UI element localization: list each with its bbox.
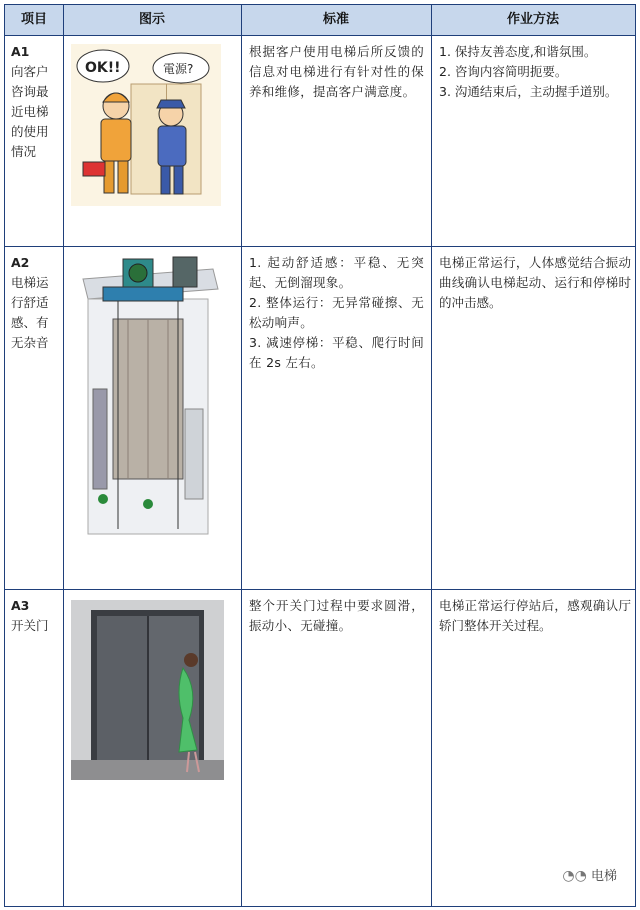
speech-ok: OK!!	[85, 60, 121, 76]
elevator-door-photo	[71, 600, 224, 780]
header-item: 项目	[20, 12, 47, 27]
wechat-icon: ◔◔	[562, 868, 587, 884]
item-id: A3	[11, 598, 30, 613]
table-row	[5, 247, 635, 589]
item-id: A2	[11, 255, 30, 270]
header-method: 作业方法	[506, 12, 559, 27]
method-cell: 电梯正常运行停站后，感观确认厅轿门整体开关过程。	[439, 598, 631, 633]
method-cell: 电梯正常运行，人体感觉结合振动曲线确认电梯起动、运行和停梯时的冲击感。	[439, 255, 631, 310]
method-item: 1. 保持友善态度,和谐氛围。	[439, 44, 597, 59]
header-standard: 标准	[322, 12, 349, 27]
item-cell	[11, 42, 59, 162]
item-id: A1	[11, 44, 30, 59]
method-item: 3. 沟通结束后，主动握手道别。	[439, 84, 618, 99]
standard-cell: 整个开关门过程中要求圆滑，振动小、无碰撞。	[249, 598, 424, 633]
item-cell	[11, 253, 59, 353]
method-cell	[439, 42, 631, 102]
standard-cell: 根据客户使用电梯后所反馈的信息对电梯进行有针对性的保养和维修，提高客户满意度。	[249, 44, 424, 99]
service-staff-illustration	[71, 44, 221, 206]
method-item: 2. 咨询内容简明扼要。	[439, 64, 568, 79]
item-title: 电梯运行舒适感、有无杂音	[11, 275, 49, 350]
speech-question: 電源?	[163, 62, 194, 76]
item-title: 开关门	[11, 618, 49, 633]
item-cell	[11, 596, 59, 636]
standard-item: 3. 减速停梯：平稳、爬行时间在 2s 左右。	[249, 335, 424, 370]
table-row	[5, 36, 635, 246]
inspection-table	[4, 4, 636, 907]
header-illustration: 图示	[138, 12, 165, 27]
item-title: 向客户咨询最近电梯的使用情况	[11, 64, 49, 159]
table-row	[5, 590, 635, 906]
elevator-shaft-illustration	[73, 249, 223, 539]
standard-cell	[249, 253, 424, 373]
watermark	[562, 865, 617, 884]
standard-item: 1. 起动舒适感：平稳、无突起、无倒溜现象。	[249, 255, 424, 290]
watermark-text: 电梯	[590, 869, 617, 884]
standard-item: 2. 整体运行：无异常碰擦、无松动响声。	[249, 295, 424, 330]
table-header	[5, 5, 635, 36]
